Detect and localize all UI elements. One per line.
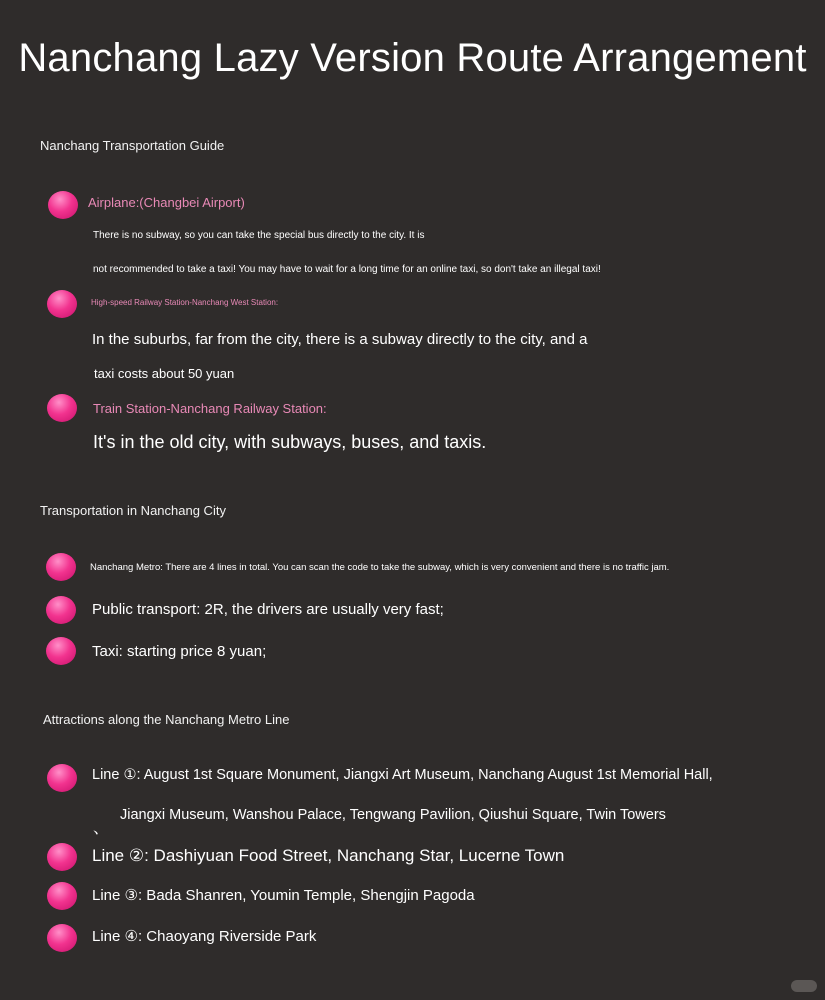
page-title: Nanchang Lazy Version Route Arrangement <box>18 36 807 80</box>
section-heading-city-transport: Transportation in Nanchang City <box>40 503 226 518</box>
hsr-text-line2: taxi costs about 50 yuan <box>94 366 235 381</box>
line2-attractions: Line ②: Dashiyuan Food Street, Nanchang Star, Lucerne Town <box>92 846 565 865</box>
train-label: Train Station-Nanchang Railway Station: <box>93 401 327 416</box>
taxi-text: Taxi: starting price 8 yuan; <box>92 643 267 660</box>
bullet-icon <box>47 290 77 318</box>
bullet-icon <box>46 553 76 581</box>
line3-attractions: Line ③: Bada Shanren, Youmin Temple, Shengjin Pagoda <box>92 887 475 904</box>
line1-attractions-part1: Line ①: August 1st Square Monument, Jiangxi Art Museum, Nanchang August 1st Memorial Hall, <box>92 767 713 783</box>
bullet-icon <box>47 924 77 952</box>
line1-attractions-part2: Jiangxi Museum, Wanshou Palace, Tengwang Pavilion, Qiushui Square, Twin Towers <box>120 807 666 823</box>
airplane-text-line1: There is no subway, so you can take the special bus directly to the city. It is <box>93 230 425 241</box>
bullet-icon <box>47 764 77 792</box>
bus-text: Public transport: 2R, the drivers are usually very fast; <box>92 601 444 618</box>
line4-attractions: Line ④: Chaoyang Riverside Park <box>92 928 317 945</box>
hsr-text-line1: In the suburbs, far from the city, there is a subway directly to the city, and a <box>92 331 588 348</box>
airplane-text-line2: not recommended to take a taxi! You may have to wait for a long time for an online taxi, so don't take an illegal taxi! <box>93 264 601 275</box>
metro-text: Nanchang Metro: There are 4 lines in total. You can scan the code to take the subway, which is very convenient and there is no traffic jam. <box>90 562 670 573</box>
hsr-label: High-speed Railway Station-Nanchang West Station: <box>91 298 279 307</box>
bullet-icon <box>46 596 76 624</box>
bullet-icon <box>46 637 76 665</box>
section-heading-transport-guide: Nanchang Transportation Guide <box>40 138 225 153</box>
section-heading-attractions: Attractions along the Nanchang Metro Line <box>43 712 290 727</box>
bullet-icon <box>48 191 78 219</box>
bullet-icon <box>47 394 77 422</box>
bullet-icon <box>47 882 77 910</box>
airplane-label: Airplane:(Changbei Airport) <box>88 195 245 210</box>
line1-attractions-separator: 、 <box>93 820 110 837</box>
bullet-icon <box>47 843 77 871</box>
train-text-line1: It's in the old city, with subways, buses, and taxis. <box>93 432 487 452</box>
watermark-badge <box>791 980 817 992</box>
